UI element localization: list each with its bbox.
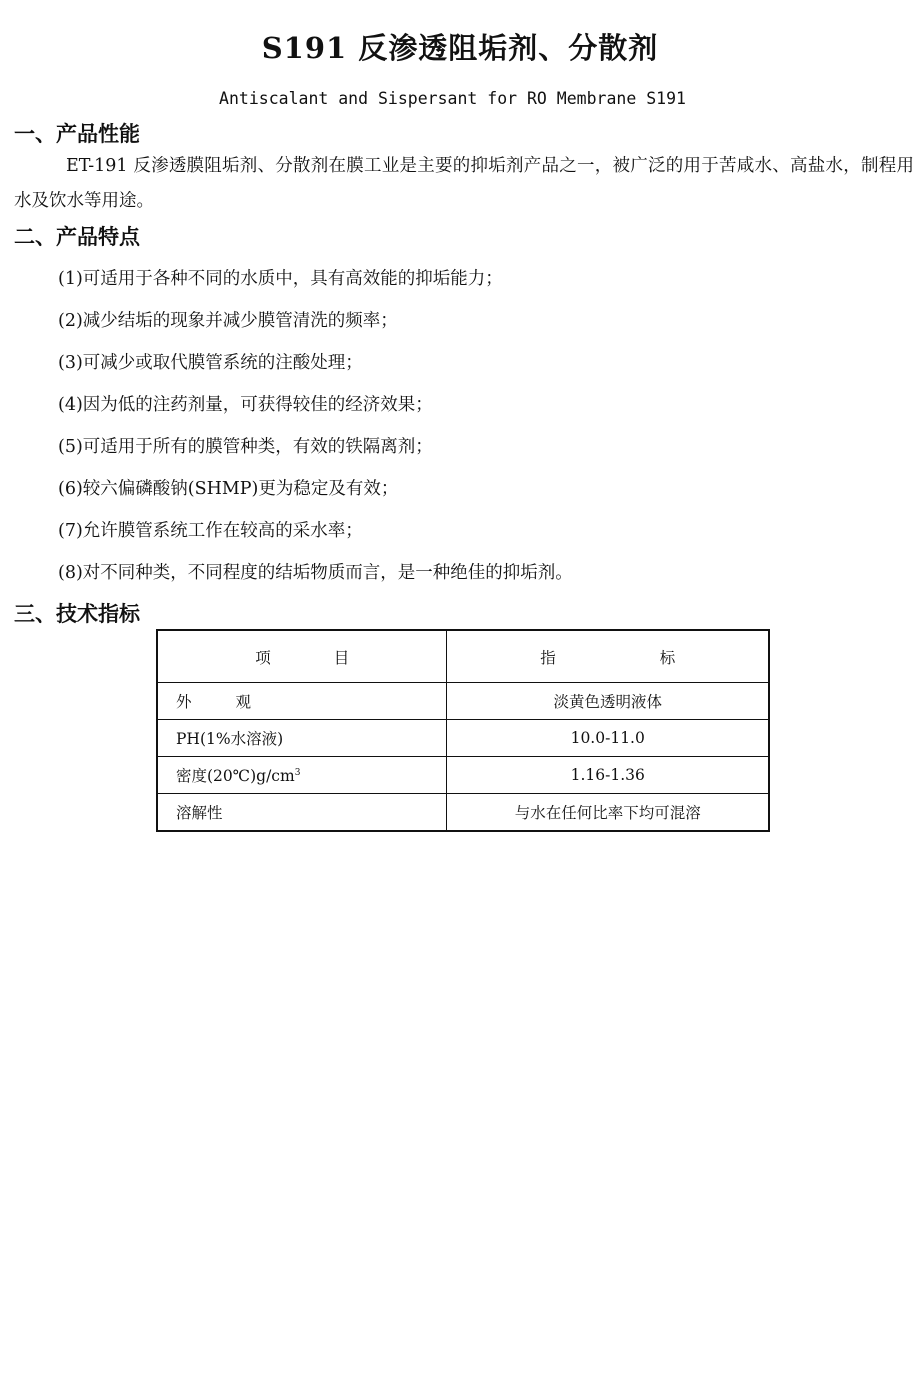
- section-heading-specs: 三、技术指标: [14, 601, 140, 626]
- header-char: 目: [333, 648, 350, 667]
- table-row: [157, 794, 769, 832]
- table-cell-spec: 10.0-11.0: [447, 720, 769, 757]
- table-header-row: [157, 630, 769, 683]
- table-header-spec: [447, 630, 769, 683]
- table-cell-spec: 与水在任何比率下均可混溶: [447, 794, 769, 832]
- item-text: 密度(20℃)g/cm: [176, 767, 295, 785]
- item-char: 外: [176, 693, 192, 711]
- spec-table: [156, 629, 770, 832]
- header-char: 指: [540, 648, 556, 667]
- feature-item: (3)可减少或取代膜管系统的注酸处理；: [58, 353, 363, 373]
- item-char: 观: [235, 693, 252, 711]
- feature-item: (4)因为低的注药剂量，可获得较佳的经济效果；: [58, 395, 433, 415]
- header-char: 项: [255, 648, 271, 667]
- table-cell-item: [157, 683, 447, 720]
- section-heading-performance: 一、产品性能: [14, 121, 140, 146]
- table-cell-spec: 淡黄色透明液体: [447, 683, 769, 720]
- table-row: [157, 683, 769, 720]
- table-row: [157, 720, 769, 757]
- superscript: 3: [294, 767, 301, 778]
- table-cell-item: [157, 757, 447, 794]
- table-header-item: [157, 630, 447, 683]
- feature-item: (5)可适用于所有的膜管种类，有效的铁隔离剂；: [58, 437, 433, 457]
- feature-item: (2)减少结垢的现象并减少膜管清洗的频率；: [58, 311, 398, 331]
- section-heading-features: 二、产品特点: [14, 224, 140, 249]
- feature-item: (7)允许膜管系统工作在较高的采水率；: [58, 521, 363, 541]
- table-row: [157, 757, 769, 794]
- table-cell-item: 溶解性: [157, 794, 447, 832]
- table-cell-item: PH(1%水溶液): [157, 720, 447, 757]
- table-cell-spec: 1.16-1.36: [447, 757, 769, 794]
- document-title: S191 反渗透阻垢剂、分散剂: [261, 31, 659, 65]
- feature-item: (8)对不同种类，不同程度的结垢物质而言，是一种绝佳的抑垢剂。: [58, 563, 573, 583]
- feature-item: (1)可适用于各种不同的水质中，具有高效能的抑垢能力；: [58, 269, 503, 289]
- feature-item: (6)较六偏磷酸钠(SHMP)更为稳定及有效；: [58, 479, 399, 499]
- header-char: 标: [659, 648, 676, 667]
- document-subtitle: Antiscalant and Sispersant for RO Membrane S191: [219, 89, 686, 108]
- performance-paragraph: ET-191 反渗透膜阻垢剂、分散剂在膜工业是主要的抑垢剂产品之一，被广泛的用于苦咸水、高盐水，制程用水及饮水等用途。: [14, 156, 914, 211]
